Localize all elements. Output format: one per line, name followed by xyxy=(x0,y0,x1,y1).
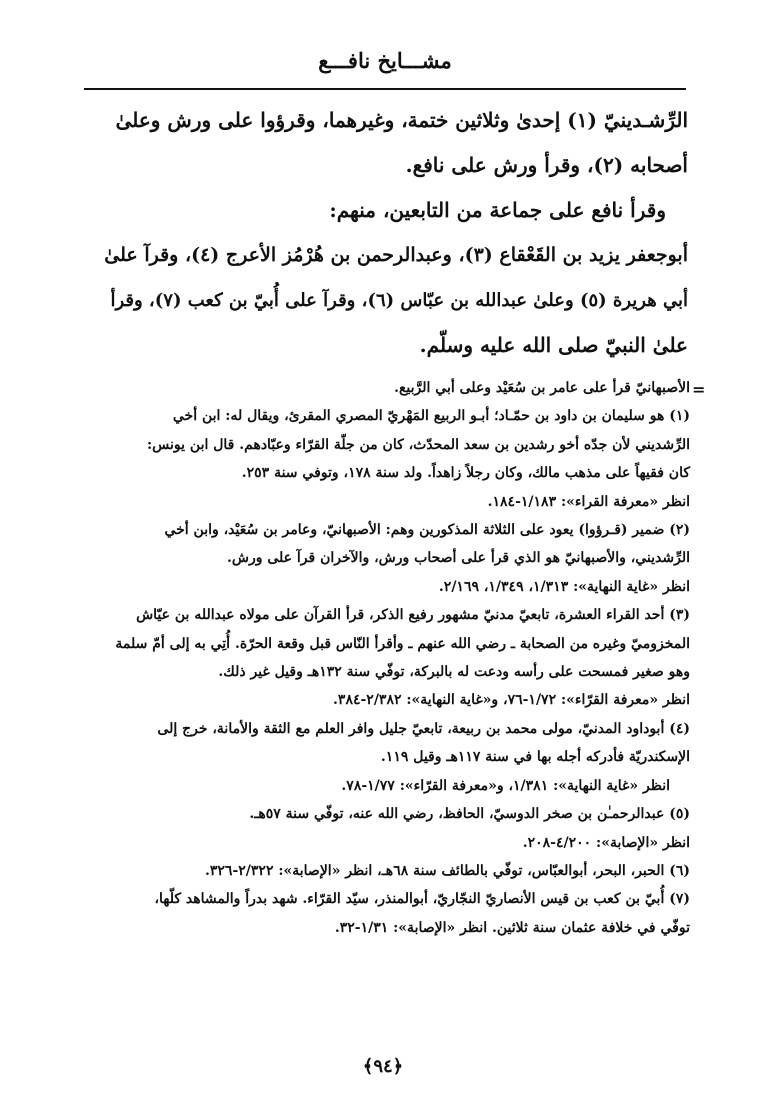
footnote-line: (٣) أحد القراء العشرة، تابعيّ مدنيّ مشهور رفيع الذكر، قرأ القرآن على مولاه عبدالله بن عيّاش xyxy=(136,607,690,624)
page-number: ﴿٩٤﴾ xyxy=(362,1056,404,1077)
footnote-line: (٧) أُبيّ بن كعب بن قيس الأنصاريّ النجّاريّ، أبوالمنذر، سيّد القرّاء. شهد بدراً والمشاهد كلّها، xyxy=(154,891,690,908)
footnote-line: توفّي في خلافة عثمان سنة ثلاثين. انظر «الإصابة»: ١/٣١-٣٢. xyxy=(334,919,690,936)
footnote-reference: انظر «الإصابة»: ٤/٢٠٠-٢٠٨. xyxy=(522,834,690,851)
footnote-line: (٥) عبدالرحمـٰن بن صخر الدوسيّ، الحافظ، رضي الله عنه، توفّي سنة ٥٧هـ. xyxy=(249,806,690,823)
running-header: مشـــايخ نافـــع xyxy=(318,48,452,73)
footnote-line: الأصبهانيّ قرأ على عامر بن سُعَيْد وعلى أبي الرَّبيع. xyxy=(394,380,690,396)
footnote-line: كان فقيهاً على مذهب مالك، وكان رجلاً زاهداً. ولد سنة ١٧٨، وتوفي سنة ٢٥٣. xyxy=(241,465,690,482)
footnote-line: المخزوميّ وغيره من الصحابة ـ رضي الله عنهم ـ وأقرأ النّاس قبل وقعة الحرّة. أُتِي به إلى أمّ سلمة xyxy=(115,635,690,652)
main-text-line: علىٰ النبيّ صلى الله عليه وسلّم. xyxy=(419,333,688,357)
footnote-line: (٦) الحبر، البحر، أبوالعبّاس، توفّي بالطائف سنة ٦٨هـ، انظر «الإصابة»: ٢/٣٢٢-٣٢٦. xyxy=(205,862,690,879)
footnote-line: (٤) أبوداود المدنيّ، مولى محمد بن ربيعة، تابعيّ جليل وافر العلم مع الثقة والأمانة، خرج إلى xyxy=(157,720,690,737)
footnotes xyxy=(86,374,690,942)
footnote-reference: انظر «غاية النهاية»: ١/٣١٣، ١/٣٤٩، ٢/١٦٩. xyxy=(438,578,690,595)
main-text-line: وقرأ نافع على جماعة من التابعين، منهم: xyxy=(329,198,666,222)
footnote-line: وهو صغير فمسحت على رأسه ودعت له بالبركة، توفّي سنة ١٣٢هـ وقيل غير ذلك. xyxy=(218,664,690,681)
footnote-line: (٢) ضمير (قـرؤوا) يعود على الثلاثة المذكورين وهم: الأصبهانيّ، وعامر بن سُعَيْد، وابن أخي xyxy=(164,522,690,539)
footnote-reference: انظر «معرفة القرّاء»: ١/٧٢-٧٦، و«غاية النهاية»: ٢/٣٨٢-٣٨٤. xyxy=(333,692,690,709)
footnote-reference: انظر «معرفة القراء»: ١/١٨٣-١٨٤. xyxy=(487,493,690,510)
footnote-reference: انظر «غاية النهاية»: ١/٣٨١، و«معرفة القرّاء»: ١/٧٧-٧٨. xyxy=(341,777,670,794)
main-text xyxy=(100,98,688,368)
footnote-line: الإسكندريّة فأدركه أجله بها في سنة ١١٧هـ وقيل ١١٩. xyxy=(380,749,690,766)
main-text-line: الرِّشـدينيّ (١) إحدىٰ وثلاثين ختمة، وغيرهما، وقرؤوا على ورش وعلىٰ xyxy=(115,108,688,132)
header-divider xyxy=(84,88,686,90)
main-text-line: أصحابه (٢)، وقرأ ورش على نافع. xyxy=(405,153,688,177)
main-text-line: أبوجعفر يزيد بن القَعْقاع (٣)، وعبدالرحمن بن هُرْمُز الأعرج (٤)، وقرآ علىٰ xyxy=(104,244,688,266)
footnote-line: الرِّشديني لأن جدّه أخو رشدين بن سعد المحدّث، كان من جلّة القرّاء وعبّادهم. قال ابن يونس: xyxy=(147,436,690,453)
footnote-continuation-mark: = xyxy=(692,380,706,399)
footnote-line: الرِّشديني، والأصبهانيّ هو الذي قرأ على أصحاب ورش، والآخران قرآ على ورش. xyxy=(227,550,690,567)
footnote-line: (١) هو سليمان بن داود بن حمّـاد؛ أبـو الربيع المَهْريّ المصري المقرئ، ويقال له: ابن أخي xyxy=(172,408,690,425)
main-text-line: أبي هريرة (٥) وعلىٰ عبدالله بن عبّاس (٦)، وقرآ على أُبيّ بن كعب (٧)، وقرأ xyxy=(110,290,688,311)
